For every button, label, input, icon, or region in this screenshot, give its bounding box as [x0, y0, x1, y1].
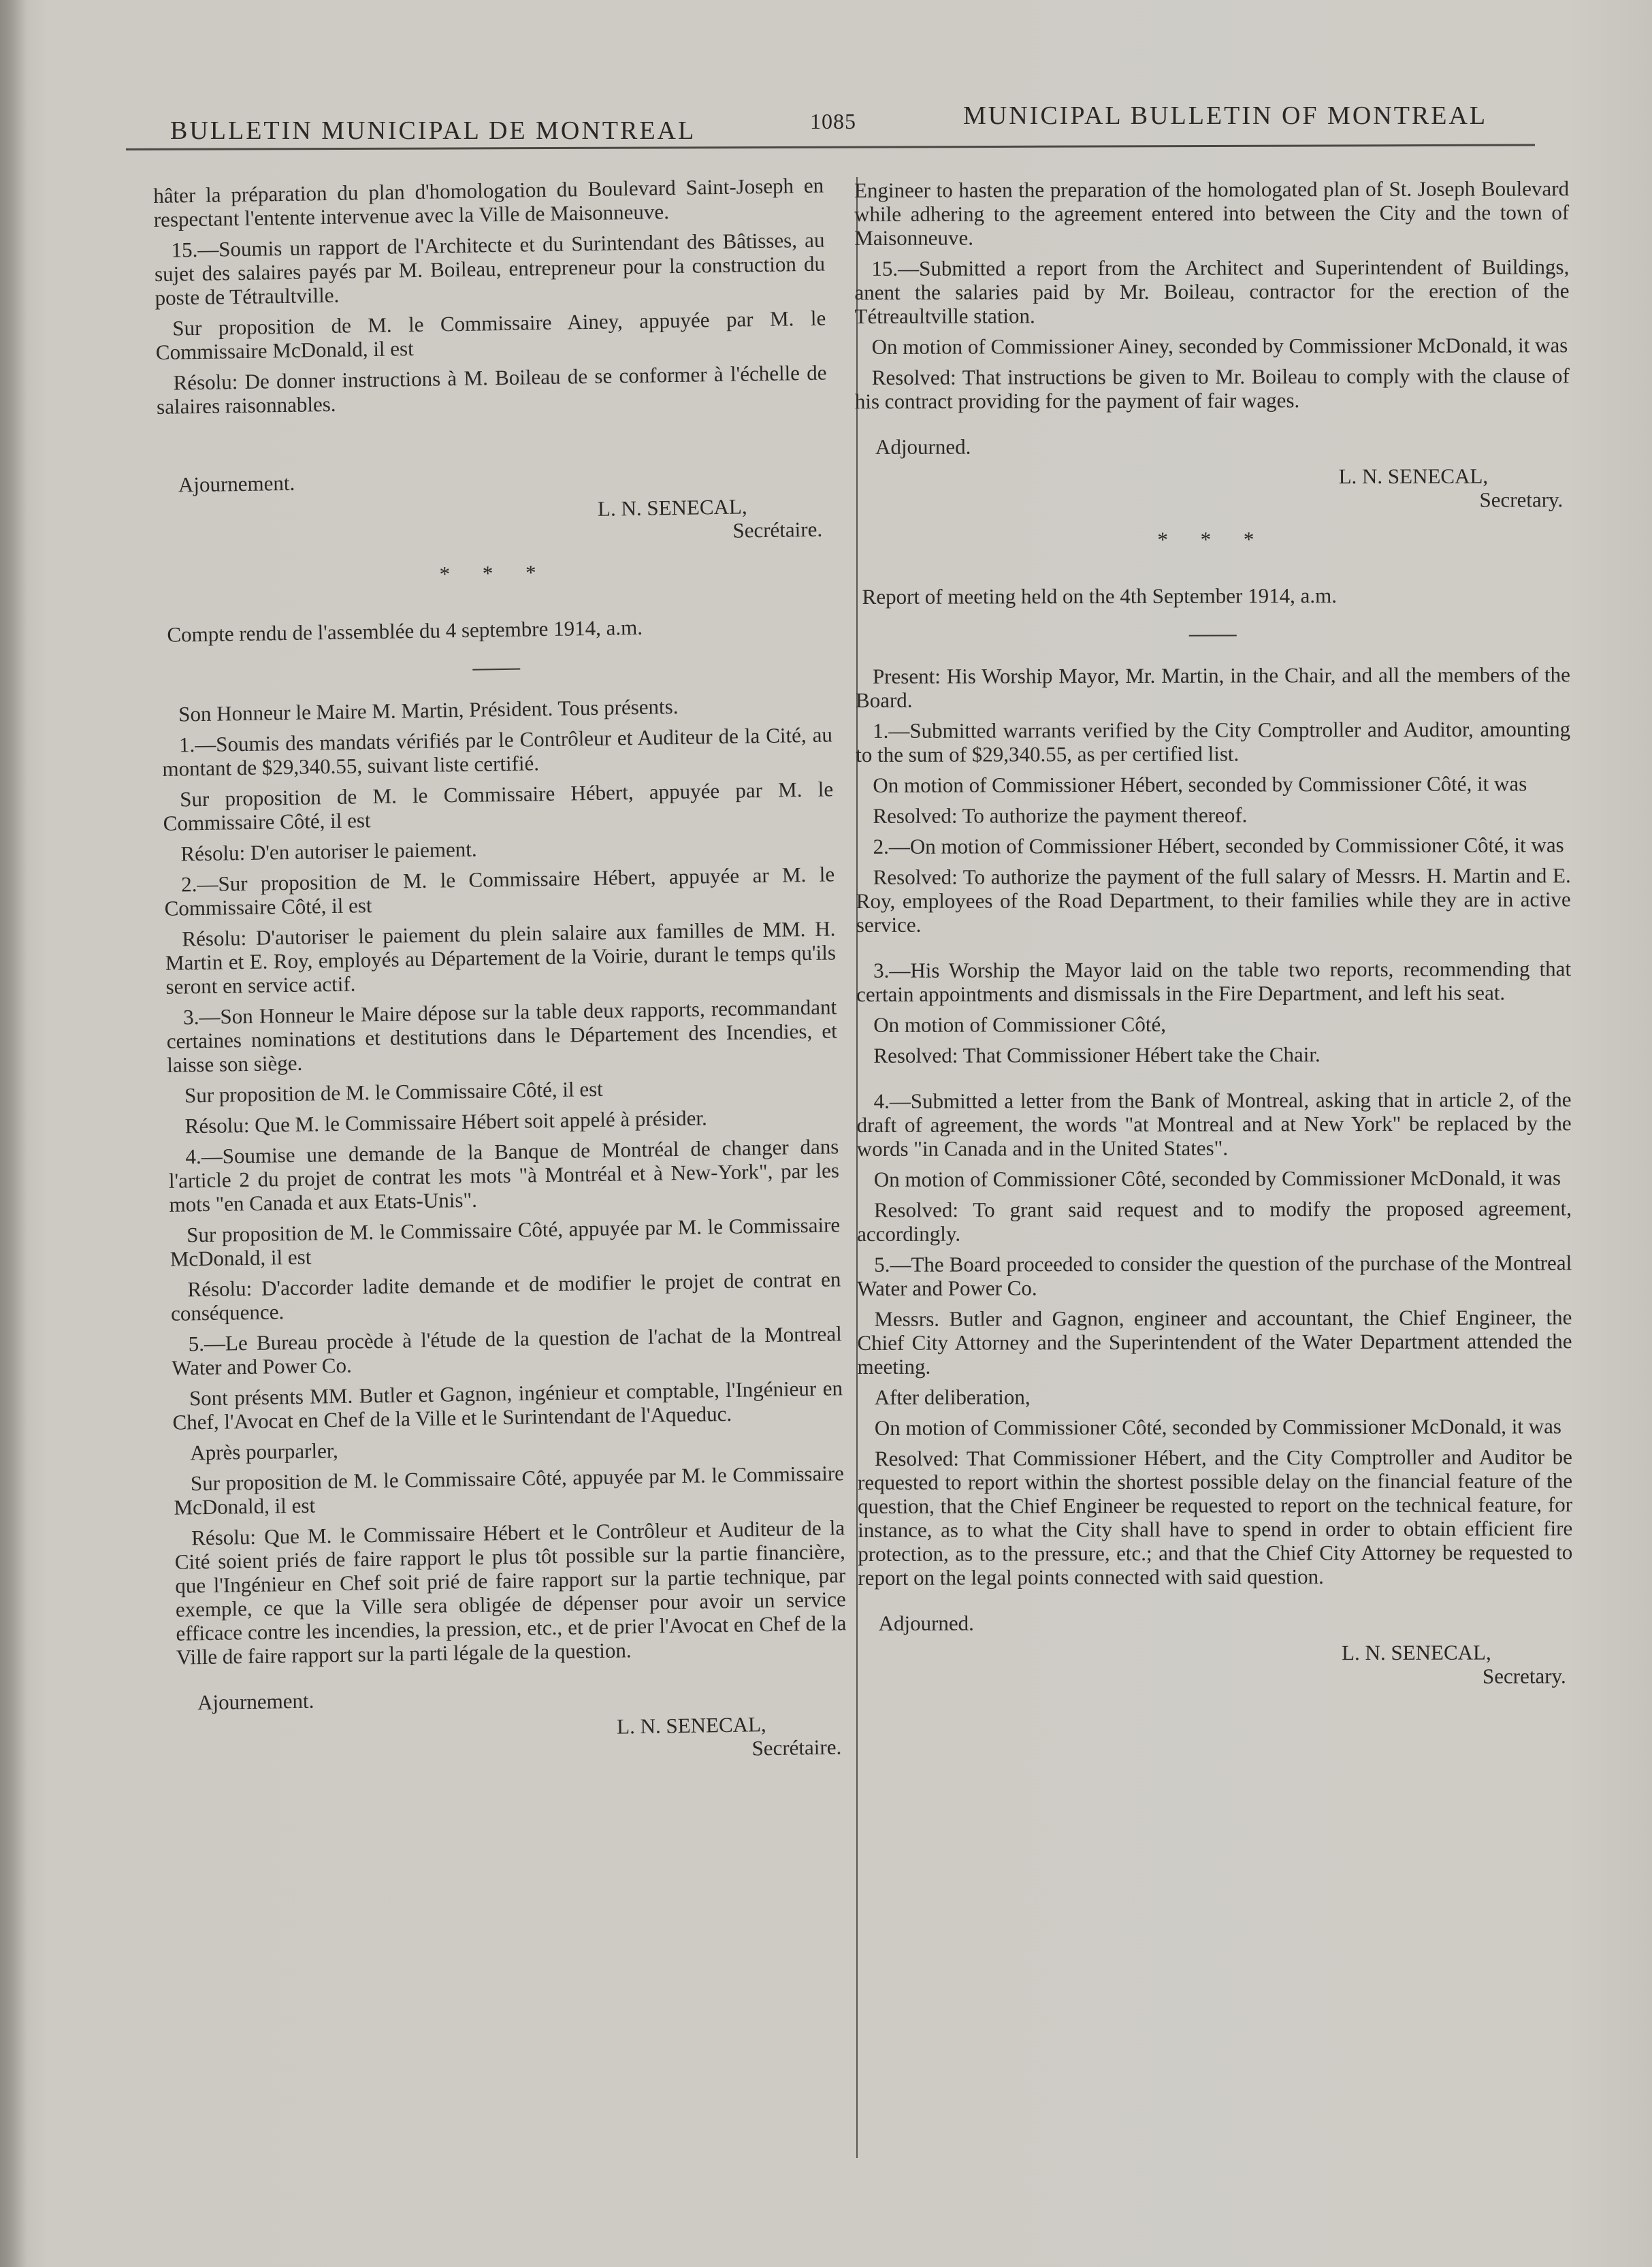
item-5: 5.—The Board proceeded to consider the question of the purchase of the Montreal Water and Power Co. [857, 1251, 1572, 1300]
running-header-english: MUNICIPAL BULLETIN OF MONTREAL [963, 101, 1488, 130]
item-5: 5.—Le Bureau procède à l'étude de la question de l'achat de la Montreal Water and Power Co. [172, 1321, 842, 1380]
resolution: Resolved: To authorize the payment of the full salary of Messrs. H. Martin and E. Roy, employees of the Road Department, to their families while they are in active service. [856, 863, 1571, 937]
adjournment: Adjourned. [875, 434, 971, 459]
item-3: 3.—Son Honneur le Maire dépose sur la table deux rapports, recommandant certaines nominations et destitutions dans le Département des Incendies, et laisse son siège. [166, 995, 837, 1077]
motion: On motion of Commissioner Ainey, seconded by Commissioner McDonald, it was [871, 333, 1568, 359]
signature-title: Secrétaire. [751, 1735, 842, 1760]
item-4: 4.—Submitted a letter from the Bank of Montreal, asking that in article 2, of the draft of agreement, the words "at Montreal and at New York" be replaced by the words "in Canada and in the United States". [856, 1087, 1572, 1161]
page-number: 1085 [810, 109, 856, 133]
motion: Sur proposition de M. le Commissaire Côté, appuyée par M. le Commissaire McDonald, il est [169, 1212, 841, 1271]
english-column [854, 176, 1573, 1690]
paragraph: Engineer to hasten the preparation of the homologated plan of St. Joseph Boulevard while adhering to the agreement entered into between the City and the town of Maisonneuve. [854, 176, 1570, 250]
item-1: 1.—Submitted warrants verified by the City Comptroller and Auditor, amounting to the sum of $29,340.55, as per certified list. [856, 717, 1571, 767]
adjournment: Adjourned. [878, 1611, 974, 1635]
signature-name: L. N. SENECAL, [1338, 464, 1489, 489]
item-2: 2.—Sur proposition de M. le Commissaire Hébert, appuyée ar M. le Commissaire Côté, il est [164, 862, 835, 920]
section-separator: * * * [439, 560, 550, 586]
resolution: Resolved: To authorize the payment thereof. [873, 803, 1248, 828]
item-3: 3.—His Worship the Mayor laid on the table two reports, recommending that certain appointments and dismissals in the Fire Department, and left his seat. [856, 956, 1572, 1006]
resolution: Résolu: D'accorder ladite demande et de modifier le projet de contrat en conséquence. [170, 1267, 841, 1325]
signature-title: Secretary. [1479, 487, 1564, 512]
resolution: Résolu: D'en autoriser le paiement. [180, 837, 477, 866]
attendance: Sont présents MM. Butler et Gagnon, ingénieur et comptable, l'Ingénieur en Chef, l'Avocat en Chef de la Ville et le Surintendant de l'Aqueduc. [172, 1376, 843, 1434]
motion: On motion of Commissioner Côté, seconded by Commissioner McDonald, it was [873, 1165, 1561, 1191]
motion: Sur proposition de M. le Commissaire Côté, il est [184, 1076, 604, 1108]
attendance: Son Honneur le Maire M. Martin, Président. Tous présents. [178, 694, 679, 726]
motion: On motion of Commissioner Côté, [873, 1012, 1166, 1037]
binding-shadow [0, 0, 27, 2267]
resolution: Résolu: Que M. le Commissaire Hébert et le Contrôleur et Auditeur de la Cité soient priés de faire rapport le plus tôt possible sur la partie financière, que l'Ingénieur en Chef soit prié de faire rapport sur la partie technique, par exemple, ce que la Ville sera obligée de dépenser pour avoir un service efficace contre les incendies, la pression, etc., et de prier l'Avocat en Chef de la Ville de faire rapport sur la parti légale de la question. [174, 1515, 847, 1669]
item-15: 15.—Submitted a report from the Architect and Superintendent of Buildings, anent the salaries paid by Mr. Boileau, contractor for the erection of the Tétreaultville station. [854, 255, 1570, 328]
deliberation: After deliberation, [874, 1385, 1031, 1409]
paragraph: hâter la préparation du plan d'homologation du Boulevard Saint-Joseph en respectant l'entente intervenue avec la Ville de Maisonneuve. [153, 173, 824, 231]
resolution: Résolu: De donner instructions à M. Boileau de se conformer à l'échelle de salaires raisonnables. [156, 360, 827, 419]
attendance: Messrs. Butler and Gagnon, engineer and accountant, the Chief Engineer, the Chief City Attorney and the Superintendent of the Water Department attended the meeting. [857, 1305, 1572, 1379]
signature-title: Secrétaire. [732, 517, 823, 543]
resolution: Resolved: That Commissioner Hébert take the Chair. [873, 1042, 1321, 1067]
attendance: Present: His Worship Mayor, Mr. Martin, in the Chair, and all the members of the Board. [855, 662, 1570, 712]
title-rule [1189, 635, 1237, 637]
running-header-french: BULLETIN MUNICIPAL DE MONTREAL [170, 116, 696, 145]
item-2: 2.—On motion of Commissioner Hébert, seconded by Commissioner Côté, it was [873, 833, 1564, 858]
report-title: Compte rendu de l'assemblée du 4 septembre 1914, a.m. [167, 615, 643, 647]
resolution: Resolved: That instructions be given to Mr. Boileau to comply with the clause of his contract providing for the payment of fair wages. [854, 364, 1570, 413]
item-1: 1.—Soumis des mandats vérifiés par le Contrôleur et Auditeur de la Cité, au montant de $29,340.55, suivant liste certifié. [162, 722, 833, 781]
motion: On motion of Commissioner Côté, seconded by Commissioner McDonald, it was [874, 1414, 1561, 1440]
deliberation: Après pourparler, [190, 1438, 338, 1465]
resolution: Resolved: That Commissioner Hébert, and the City Comptroller and Auditor be requested to report within the shortest possible delay on the financial feature of the question, that the Chief Engineer be requested to report on the technical feature, for instance, as to what the City shall have to spend in order to obtain efficient fire protection, as to the pressure, etc.; and that the Chief City Attorney be requested to report on the legal points connected with said question. [857, 1445, 1573, 1590]
resolution: Résolu: D'autoriser le paiement du plein salaire aux familles de MM. H. Martin et E. Roy, employés au Département de la Voirie, durant le temps qu'ils seront en service actif. [165, 916, 837, 999]
french-column [153, 174, 848, 1769]
signature-name: L. N. SENECAL, [1342, 1640, 1491, 1665]
report-title: Report of meeting held on the 4th September 1914, a.m. [862, 583, 1338, 609]
item-15: 15.—Soumis un rapport de l'Architecte et du Surintendant des Bâtisses, au sujet des salaires payés par M. Boileau, entrepreneur pour la construction du poste de Tétraultville. [154, 227, 826, 310]
signature-title: Secretary. [1482, 1664, 1566, 1688]
resolution: Résolu: Que M. le Commissaire Hébert soit appelé à présider. [184, 1106, 708, 1138]
motion: Sur proposition de M. le Commissaire Côté, appuyée par M. le Commissaire McDonald, il est [174, 1461, 845, 1520]
resolution: Resolved: To grant said request and to modify the proposed agreement, accordingly. [857, 1196, 1572, 1246]
section-separator: * * * [1157, 527, 1268, 551]
title-rule [472, 669, 520, 671]
adjournment: Ajournement. [178, 470, 295, 497]
signature-name: L. N. SENECAL, [597, 494, 747, 521]
motion: Sur proposition de M. le Commissaire Ainey, appuyée par M. le Commissaire McDonald, il est [155, 306, 826, 364]
motion: Sur proposition de M. le Commissaire Hébert, appuyée par M. le Commissaire Côté, il est [163, 777, 834, 835]
signature-name: L. N. SENECAL, [616, 1712, 766, 1739]
motion: On motion of Commissioner Hébert, seconded by Commissioner Côté, it was [873, 771, 1527, 797]
adjournment: Ajournement. [197, 1688, 314, 1715]
item-4: 4.—Soumise une demande de la Banque de Montréal de changer dans l'article 2 du projet de contrat les mots "à Montréal et à New-York", par les mots "en Canada et aux Etats-Unis". [168, 1134, 840, 1217]
